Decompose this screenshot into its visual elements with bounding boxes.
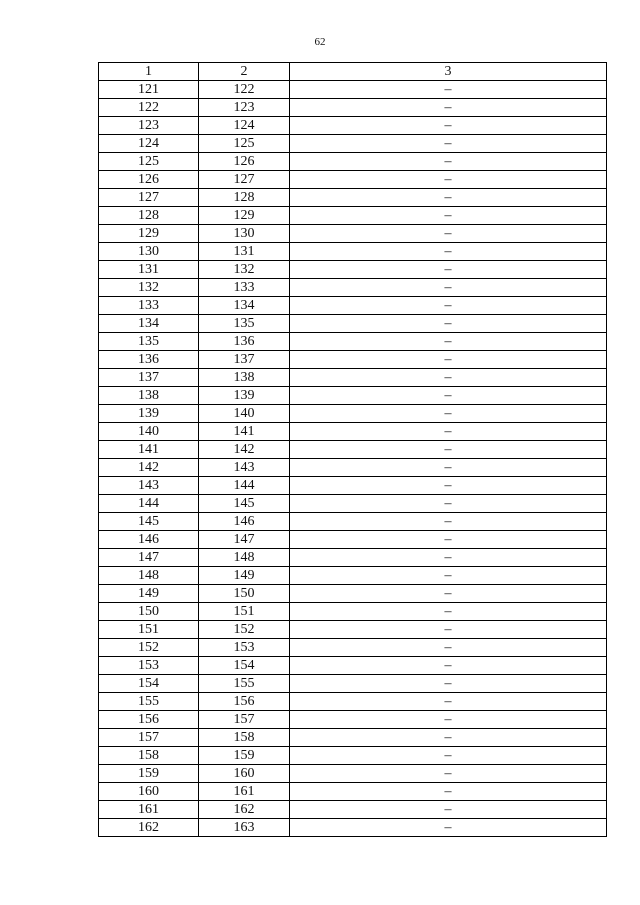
table-cell-col-1: 147 xyxy=(99,549,199,567)
table-cell-col-2: 134 xyxy=(199,297,290,315)
table-cell-col-3: – xyxy=(290,585,607,603)
table-row xyxy=(99,279,607,297)
table-cell-col-2: 129 xyxy=(199,207,290,225)
table-cell-col-3: – xyxy=(290,243,607,261)
table-row xyxy=(99,153,607,171)
table-cell-col-2: 138 xyxy=(199,369,290,387)
table-header xyxy=(99,63,607,81)
table-cell-col-2: 158 xyxy=(199,729,290,747)
table-cell-col-3: – xyxy=(290,117,607,135)
table-row xyxy=(99,333,607,351)
table-cell-col-1: 129 xyxy=(99,225,199,243)
table-cell-col-1: 122 xyxy=(99,99,199,117)
table-cell-col-3: – xyxy=(290,603,607,621)
table-cell-col-1: 138 xyxy=(99,387,199,405)
table-cell-col-1: 160 xyxy=(99,783,199,801)
table-cell-col-3: – xyxy=(290,549,607,567)
table-cell-col-2: 143 xyxy=(199,459,290,477)
table-row xyxy=(99,207,607,225)
table-cell-col-3: – xyxy=(290,657,607,675)
table-cell-col-2: 131 xyxy=(199,243,290,261)
table-cell-col-1: 150 xyxy=(99,603,199,621)
table-row xyxy=(99,765,607,783)
table-cell-col-3: – xyxy=(290,189,607,207)
table-cell-col-2: 148 xyxy=(199,549,290,567)
table-cell-col-3: – xyxy=(290,135,607,153)
table-row xyxy=(99,729,607,747)
table-cell-col-1: 144 xyxy=(99,495,199,513)
table-row xyxy=(99,531,607,549)
table-cell-col-3: – xyxy=(290,693,607,711)
table-cell-col-3: – xyxy=(290,153,607,171)
table-cell-col-2: 154 xyxy=(199,657,290,675)
table-cell-col-1: 134 xyxy=(99,315,199,333)
table-row xyxy=(99,261,607,279)
table-row xyxy=(99,585,607,603)
table-cell-col-3: – xyxy=(290,567,607,585)
table-cell-col-2: 122 xyxy=(199,81,290,99)
table-row xyxy=(99,99,607,117)
table-cell-col-2: 132 xyxy=(199,261,290,279)
table-cell-col-3: – xyxy=(290,495,607,513)
table-cell-col-1: 145 xyxy=(99,513,199,531)
table-cell-col-1: 148 xyxy=(99,567,199,585)
table-row xyxy=(99,135,607,153)
table-row xyxy=(99,783,607,801)
table-cell-col-3: – xyxy=(290,261,607,279)
table-cell-col-2: 149 xyxy=(199,567,290,585)
table-row xyxy=(99,189,607,207)
table-cell-col-3: – xyxy=(290,99,607,117)
header-row xyxy=(99,63,607,81)
table-cell-col-2: 152 xyxy=(199,621,290,639)
table-cell-col-2: 140 xyxy=(199,405,290,423)
table-cell-col-3: – xyxy=(290,765,607,783)
table-cell-col-3: – xyxy=(290,369,607,387)
table-cell-col-2: 130 xyxy=(199,225,290,243)
table-cell-col-2: 127 xyxy=(199,171,290,189)
table-row xyxy=(99,477,607,495)
table-cell-col-1: 162 xyxy=(99,819,199,837)
table-cell-col-2: 156 xyxy=(199,693,290,711)
table-cell-col-2: 125 xyxy=(199,135,290,153)
table-cell-col-1: 156 xyxy=(99,711,199,729)
table-cell-col-1: 125 xyxy=(99,153,199,171)
table-row xyxy=(99,441,607,459)
table-cell-col-3: – xyxy=(290,711,607,729)
table-cell-col-2: 147 xyxy=(199,531,290,549)
table-row xyxy=(99,693,607,711)
table-cell-col-3: – xyxy=(290,423,607,441)
table-cell-col-2: 160 xyxy=(199,765,290,783)
table-body xyxy=(99,81,607,837)
table-row xyxy=(99,621,607,639)
table-cell-col-1: 126 xyxy=(99,171,199,189)
table-cell-col-2: 146 xyxy=(199,513,290,531)
table-cell-col-2: 162 xyxy=(199,801,290,819)
column-header-3: 3 xyxy=(290,63,607,81)
table-cell-col-1: 132 xyxy=(99,279,199,297)
table-row xyxy=(99,81,607,99)
table-row xyxy=(99,171,607,189)
table-cell-col-2: 135 xyxy=(199,315,290,333)
table-cell-col-1: 128 xyxy=(99,207,199,225)
table-cell-col-3: – xyxy=(290,477,607,495)
data-table xyxy=(98,62,607,837)
table-row xyxy=(99,675,607,693)
table-row xyxy=(99,657,607,675)
page-number: 62 xyxy=(314,36,326,48)
table-cell-col-2: 126 xyxy=(199,153,290,171)
table-cell-col-3: – xyxy=(290,783,607,801)
table-cell-col-1: 141 xyxy=(99,441,199,459)
table-cell-col-2: 136 xyxy=(199,333,290,351)
table-cell-col-3: – xyxy=(290,531,607,549)
table-row xyxy=(99,513,607,531)
table-cell-col-3: – xyxy=(290,297,607,315)
table-row xyxy=(99,351,607,369)
table-cell-col-3: – xyxy=(290,315,607,333)
table-cell-col-2: 123 xyxy=(199,99,290,117)
table-cell-col-1: 153 xyxy=(99,657,199,675)
table-cell-col-2: 128 xyxy=(199,189,290,207)
table-cell-col-2: 153 xyxy=(199,639,290,657)
table-cell-col-2: 133 xyxy=(199,279,290,297)
table-cell-col-1: 135 xyxy=(99,333,199,351)
table-cell-col-1: 152 xyxy=(99,639,199,657)
table-row xyxy=(99,423,607,441)
table-cell-col-1: 139 xyxy=(99,405,199,423)
table-cell-col-2: 141 xyxy=(199,423,290,441)
table-cell-col-1: 155 xyxy=(99,693,199,711)
table-row xyxy=(99,387,607,405)
table-row xyxy=(99,567,607,585)
table-cell-col-2: 142 xyxy=(199,441,290,459)
table-cell-col-1: 142 xyxy=(99,459,199,477)
table-cell-col-1: 159 xyxy=(99,765,199,783)
table-cell-col-3: – xyxy=(290,513,607,531)
table-row xyxy=(99,369,607,387)
table-cell-col-2: 124 xyxy=(199,117,290,135)
table-cell-col-3: – xyxy=(290,279,607,297)
table-cell-col-1: 127 xyxy=(99,189,199,207)
table-cell-col-3: – xyxy=(290,387,607,405)
table-cell-col-2: 155 xyxy=(199,675,290,693)
table-row xyxy=(99,711,607,729)
table-row xyxy=(99,819,607,837)
table-cell-col-1: 123 xyxy=(99,117,199,135)
table-cell-col-1: 158 xyxy=(99,747,199,765)
table-cell-col-3: – xyxy=(290,819,607,837)
table-cell-col-2: 161 xyxy=(199,783,290,801)
table-cell-col-3: – xyxy=(290,747,607,765)
table-row xyxy=(99,459,607,477)
column-header-2: 2 xyxy=(199,63,290,81)
table-cell-col-3: – xyxy=(290,405,607,423)
table-row xyxy=(99,225,607,243)
table-cell-col-2: 137 xyxy=(199,351,290,369)
table-row xyxy=(99,801,607,819)
table-cell-col-1: 151 xyxy=(99,621,199,639)
table-cell-col-3: – xyxy=(290,225,607,243)
table-cell-col-3: – xyxy=(290,801,607,819)
table-cell-col-3: – xyxy=(290,207,607,225)
table-row xyxy=(99,297,607,315)
table-cell-col-3: – xyxy=(290,459,607,477)
table-row xyxy=(99,117,607,135)
table-cell-col-3: – xyxy=(290,729,607,747)
table-row xyxy=(99,315,607,333)
table-row xyxy=(99,639,607,657)
table-cell-col-1: 130 xyxy=(99,243,199,261)
table-cell-col-1: 157 xyxy=(99,729,199,747)
table-row xyxy=(99,495,607,513)
table-cell-col-1: 140 xyxy=(99,423,199,441)
table-cell-col-1: 124 xyxy=(99,135,199,153)
table-row xyxy=(99,603,607,621)
table-row xyxy=(99,405,607,423)
table-cell-col-3: – xyxy=(290,333,607,351)
table-cell-col-2: 159 xyxy=(199,747,290,765)
table-cell-col-2: 150 xyxy=(199,585,290,603)
table-cell-col-3: – xyxy=(290,639,607,657)
table-cell-col-1: 133 xyxy=(99,297,199,315)
table-cell-col-2: 157 xyxy=(199,711,290,729)
table-cell-col-2: 139 xyxy=(199,387,290,405)
table-cell-col-1: 146 xyxy=(99,531,199,549)
table-cell-col-3: – xyxy=(290,441,607,459)
table-cell-col-3: – xyxy=(290,81,607,99)
table-row xyxy=(99,549,607,567)
table-cell-col-1: 131 xyxy=(99,261,199,279)
table-cell-col-3: – xyxy=(290,351,607,369)
table-cell-col-1: 136 xyxy=(99,351,199,369)
table-cell-col-1: 161 xyxy=(99,801,199,819)
table-cell-col-3: – xyxy=(290,171,607,189)
table-cell-col-1: 154 xyxy=(99,675,199,693)
table-cell-col-3: – xyxy=(290,621,607,639)
table-cell-col-2: 151 xyxy=(199,603,290,621)
table-row xyxy=(99,747,607,765)
table-cell-col-2: 163 xyxy=(199,819,290,837)
column-header-1: 1 xyxy=(99,63,199,81)
table-cell-col-1: 149 xyxy=(99,585,199,603)
table-cell-col-2: 144 xyxy=(199,477,290,495)
table-cell-col-1: 143 xyxy=(99,477,199,495)
table-cell-col-1: 137 xyxy=(99,369,199,387)
table-cell-col-3: – xyxy=(290,675,607,693)
table-row xyxy=(99,243,607,261)
table-cell-col-2: 145 xyxy=(199,495,290,513)
table-cell-col-1: 121 xyxy=(99,81,199,99)
